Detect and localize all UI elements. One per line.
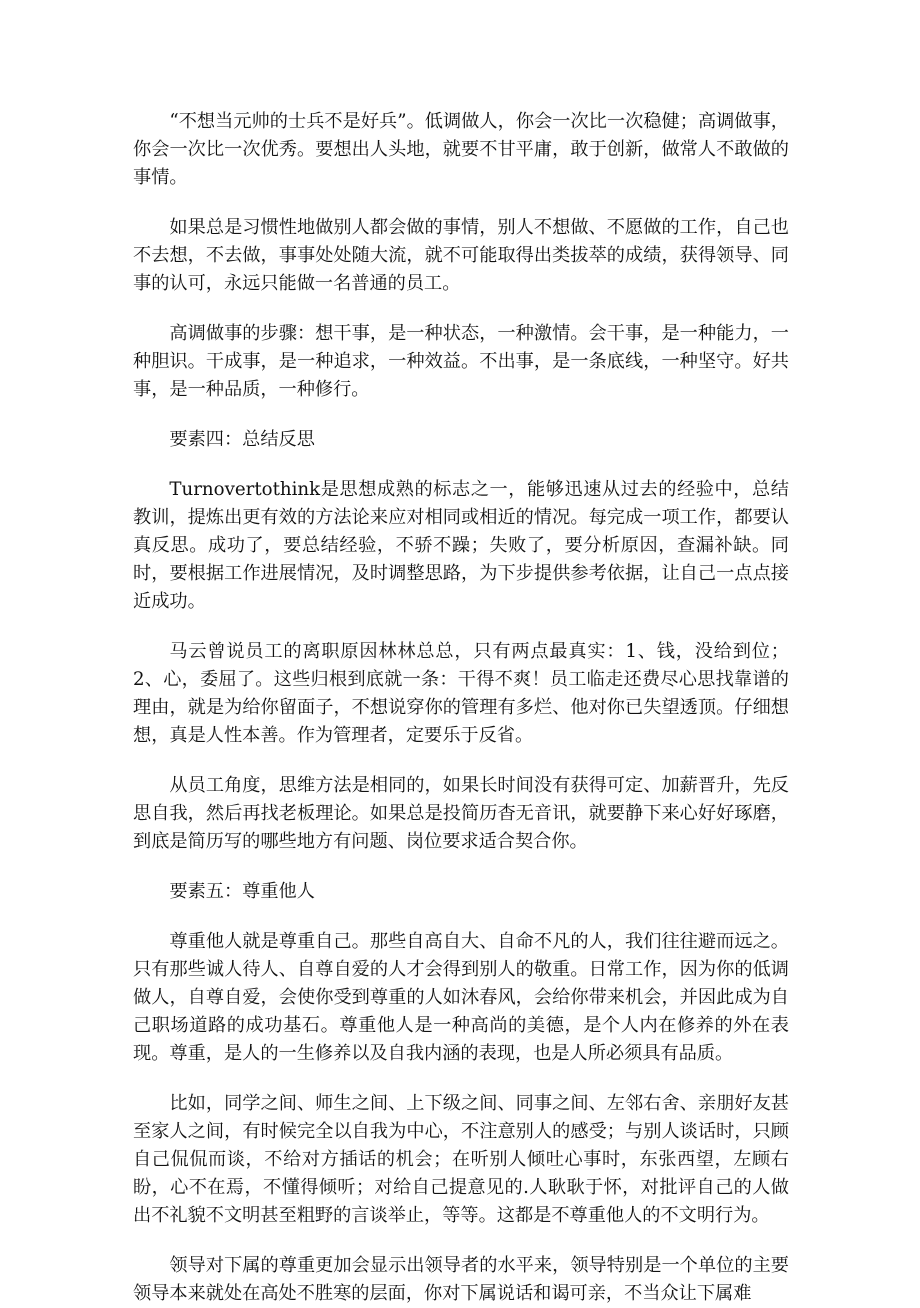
paragraph-2: 如果总是习惯性地做别人都会做的事情，别人不想做、不愿做的工作，自己也不去想，不去做，事事处处随大流，就不可能取得出类拔萃的成绩，获得领导、同事的认可，永远只能做一名普通的员工。 bbox=[133, 217, 789, 294]
paragraph-7: 从员工角度，思维方法是相同的，如果长时间没有获得可定、加薪晋升，先反思自我，然后再找老板理论。如果总是投简历杳无音讯，就要静下来心好好琢磨，到底是简历写的哪些地方有问题、岗位要求适合契合你。 bbox=[133, 775, 789, 852]
paragraph-5: Turnovertothink是思想成熟的标志之一，能够迅速从过去的经验中，总结教训，提炼出更有效的方法论来应对相同或相近的情况。每完成一项工作，都要认真反思。成功了，要总结经验，不骄不躁；失败了，要分析原因，查漏补缺。同时，要根据工作进展情况，及时调整思路，为下步提供参考依据，让自己一点点接近成功。 bbox=[133, 479, 789, 612]
paragraph-11: 领导对下属的尊重更加会显示出领导者的水平来，领导特别是一个单位的主要领导本来就处在高处不胜寒的层面，你对下属说话和谒可亲，不当众让下属难 bbox=[133, 1255, 789, 1304]
paragraph-1: “不想当元帅的士兵不是好兵”。低调做人，你会一次比一次稳健；高调做事，你会一次比一次优秀。要想出人头地，就要不甘平庸，敢于创新，做常人不敢做的事情。 bbox=[133, 111, 789, 188]
paragraph-10: 比如，同学之间、师生之间、上下级之间、同事之间、左邻右舍、亲朋好友甚至家人之间，有时候完全以自我为中心，不注意别人的感受；与别人谈话时，只顾自己侃侃而谈，不给对方插话的机会；在听别人倾吐心事时，东张西望，左顾右盼，心不在焉，不懂得倾听；对给自己提意见的.人耿耿于怀，对批评自己的人做出不礼貌不文明甚至粗野的言谈举止，等等。这都是不尊重他人的不文明行为。 bbox=[133, 1093, 789, 1226]
paragraph-9: 尊重他人就是尊重自己。那些自高自大、自命不凡的人，我们往往避而远之。只有那些诚人待人、自尊自爱的人才会得到别人的敬重。日常工作，因为你的低调做人，自尊自爱，会使你受到尊重的人如沐春风，会给你带来机会，并因此成为自己职场道路的成功基石。尊重他人是一种高尚的美德，是个人内在修养的外在表现。尊重，是人的一生修养以及自我内涵的表现，也是人所必须具有品质。 bbox=[133, 931, 789, 1064]
paragraph-3: 高调做事的步骤：想干事，是一种状态，一种激情。会干事，是一种能力，一种胆识。干成事，是一种追求，一种效益。不出事，是一条底线，一种坚守。好共事，是一种品质，一种修行。 bbox=[133, 323, 789, 400]
paragraph-6: 马云曾说员工的离职原因林林总总，只有两点最真实：1、钱，没给到位；2、心，委屈了。这些归根到底就一条：干得不爽！员工临走还费尽心思找靠谱的理由，就是为给你留面子，不想说穿你的管理有多烂、他对你已失望透顶。仔细想想，真是人性本善。作为管理者，定要乐于反省。 bbox=[133, 641, 789, 746]
section-heading-4: 要素四：总结反思 bbox=[169, 429, 315, 450]
section-heading-5: 要素五：尊重他人 bbox=[169, 881, 315, 902]
document-body bbox=[133, 108, 789, 1308]
